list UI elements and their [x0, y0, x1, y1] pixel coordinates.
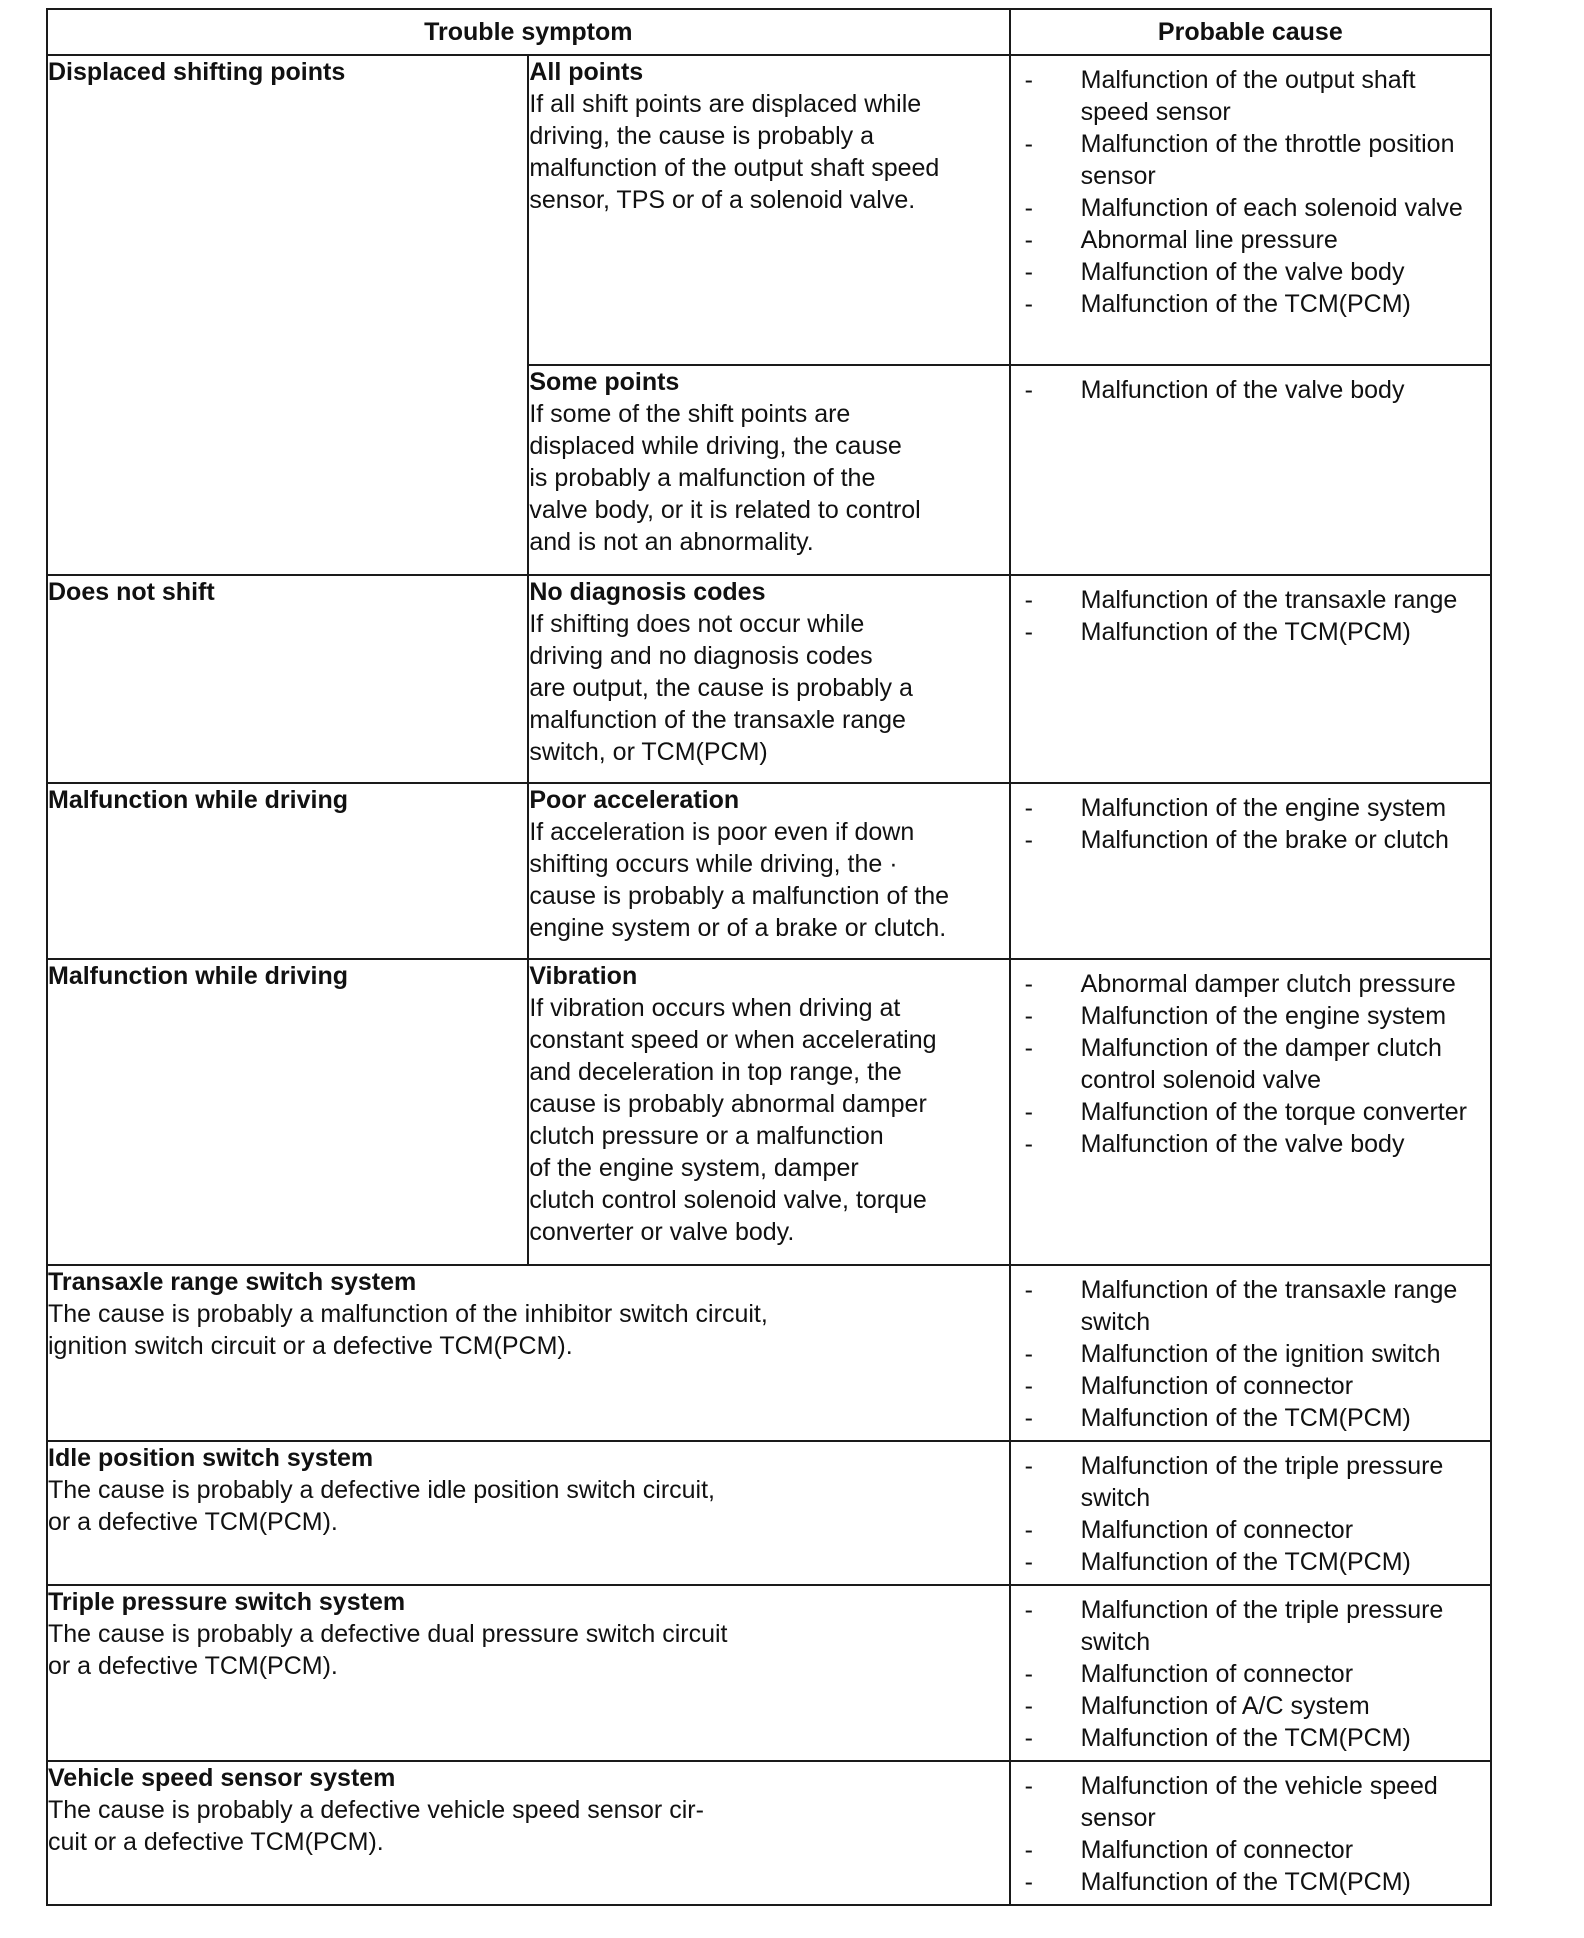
cause-cell	[1010, 1441, 1491, 1585]
cause-cell	[1010, 1761, 1491, 1905]
sub-symptom-description: If vibration occurs when driving at constant speed or when accelerating and deceleration in top range, the cause is probably abnormal damper clutch pressure or a malfunction of the engine system, damper clutch control solenoid valve, torque converter or valve body.	[529, 994, 937, 1246]
table-row	[47, 575, 1491, 783]
cause-item: - Malfunction of the ignition switch	[1024, 1340, 1441, 1368]
cause-cell	[1010, 575, 1491, 783]
cause-item: - Malfunction of each solenoid valve	[1024, 194, 1463, 222]
cause-item: - Malfunction of connector	[1024, 1836, 1354, 1864]
system-description: The cause is probably a malfunction of the inhibitor switch circuit, ignition switch circuit or a defective TCM(PCM).	[48, 1300, 768, 1360]
sub-symptom-title: Some points	[529, 368, 680, 396]
table-row	[47, 1441, 1491, 1585]
cause-item: - Malfunction of the engine system	[1024, 794, 1447, 822]
sub-symptom-title: All points	[529, 58, 644, 86]
system-title: Vehicle speed sensor system	[48, 1764, 396, 1792]
header-trouble-symptom: Trouble symptom	[47, 9, 1010, 55]
cause-item: - Malfunction of connector	[1024, 1516, 1354, 1544]
cause-item: - Malfunction of connector	[1024, 1372, 1354, 1400]
table-header-row	[47, 9, 1491, 55]
table-row	[47, 959, 1491, 1265]
cause-item: - Malfunction of A/C system	[1024, 1692, 1370, 1720]
cause-item: - Malfunction of the transaxle range	[1024, 586, 1458, 614]
cause-item: - Malfunction of the output shaft speed sensor	[1024, 66, 1416, 126]
system-description: The cause is probably a defective vehicle speed sensor cir- cuit or a defective TCM(PCM).	[48, 1796, 704, 1856]
cause-list	[1011, 1586, 1490, 1760]
cause-item: - Malfunction of the damper clutch control solenoid valve	[1024, 1034, 1442, 1094]
cause-item: - Malfunction of the transaxle range switch	[1024, 1276, 1458, 1336]
table-row	[47, 1761, 1491, 1905]
system-description: The cause is probably a defective idle position switch circuit, or a defective TCM(PCM).	[48, 1476, 715, 1536]
table-row	[47, 1585, 1491, 1761]
table-row	[47, 783, 1491, 959]
sub-symptom-title: No diagnosis codes	[529, 578, 766, 606]
cause-item: - Abnormal line pressure	[1024, 226, 1338, 254]
cause-item: - Malfunction of the valve body	[1024, 376, 1405, 404]
system-title: Transaxle range switch system	[48, 1268, 417, 1296]
trouble-symptom-table	[46, 8, 1492, 1906]
cause-list	[1011, 366, 1490, 412]
cause-item: - Malfunction of the torque converter	[1024, 1098, 1467, 1126]
cause-list	[1011, 1442, 1490, 1584]
system-symptom-cell	[47, 1585, 1010, 1761]
cause-list	[1011, 1762, 1490, 1904]
sub-symptom-description: If shifting does not occur while driving and no diagnosis codes are output, the cause is probably a malfunction of the transaxle range switch, or TCM(PCM)	[529, 610, 913, 766]
sub-symptom-cell	[528, 575, 1009, 783]
cause-item: - Malfunction of the valve body	[1024, 1130, 1405, 1158]
cause-item: - Malfunction of the throttle position sensor	[1024, 130, 1455, 190]
cause-item: - Malfunction of the valve body	[1024, 258, 1405, 286]
cause-list	[1011, 56, 1490, 326]
cause-list	[1011, 960, 1490, 1166]
cause-item: - Malfunction of the brake or clutch	[1024, 826, 1449, 854]
header-probable-cause: Probable cause	[1010, 9, 1491, 55]
cause-item: - Abnormal damper clutch pressure	[1024, 970, 1456, 998]
sub-symptom-description: If some of the shift points are displaced while driving, the cause is probably a malfunction of the valve body, or it is related to control and is not an abnormality.	[529, 400, 921, 556]
cause-item: - Malfunction of the vehicle speed sensor	[1024, 1772, 1438, 1832]
cause-cell	[1010, 783, 1491, 959]
cause-item: - Malfunction of the TCM(PCM)	[1024, 290, 1411, 318]
cause-list	[1011, 1266, 1490, 1440]
cause-cell	[1010, 55, 1491, 365]
sub-symptom-cell	[528, 365, 1009, 575]
sub-symptom-description: If all shift points are displaced while driving, the cause is probably a malfunction of the output shaft speed sensor, TPS or of a solenoid valve.	[529, 90, 940, 214]
system-symptom-cell	[47, 1761, 1010, 1905]
category-cell: Malfunction while driving	[47, 783, 528, 959]
sub-symptom-cell	[528, 55, 1009, 365]
sub-symptom-title: Vibration	[529, 962, 638, 990]
system-title: Triple pressure switch system	[48, 1588, 406, 1616]
system-symptom-cell	[47, 1441, 1010, 1585]
cause-item: - Malfunction of the engine system	[1024, 1002, 1447, 1030]
category-cell: Displaced shifting points	[47, 55, 528, 575]
cause-item: - Malfunction of the TCM(PCM)	[1024, 1548, 1411, 1576]
cause-cell	[1010, 1585, 1491, 1761]
cause-item: - Malfunction of the triple pressure switch	[1024, 1596, 1444, 1656]
cause-cell	[1010, 1265, 1491, 1441]
cause-item: - Malfunction of the triple pressure switch	[1024, 1452, 1444, 1512]
cause-item: - Malfunction of connector	[1024, 1660, 1354, 1688]
system-description: The cause is probably a defective dual pressure switch circuit or a defective TCM(PCM).	[48, 1620, 728, 1680]
cause-item: - Malfunction of the TCM(PCM)	[1024, 618, 1411, 646]
sub-symptom-cell	[528, 959, 1009, 1265]
table-row	[47, 1265, 1491, 1441]
cause-cell	[1010, 959, 1491, 1265]
cause-item: - Malfunction of the TCM(PCM)	[1024, 1404, 1411, 1432]
sub-symptom-cell	[528, 783, 1009, 959]
cause-item: - Malfunction of the TCM(PCM)	[1024, 1724, 1411, 1752]
cause-cell	[1010, 365, 1491, 575]
category-cell: Malfunction while driving	[47, 959, 528, 1265]
cause-list	[1011, 784, 1490, 862]
sub-symptom-description: If acceleration is poor even if down shifting occurs while driving, the · cause is probably a malfunction of the engine system or of a brake or clutch.	[529, 818, 950, 942]
system-symptom-cell	[47, 1265, 1010, 1441]
cause-list	[1011, 576, 1490, 654]
sub-symptom-title: Poor acceleration	[529, 786, 740, 814]
category-cell: Does not shift	[47, 575, 528, 783]
system-title: Idle position switch system	[48, 1444, 374, 1472]
cause-item: - Malfunction of the TCM(PCM)	[1024, 1868, 1411, 1896]
table-row	[47, 55, 1491, 365]
